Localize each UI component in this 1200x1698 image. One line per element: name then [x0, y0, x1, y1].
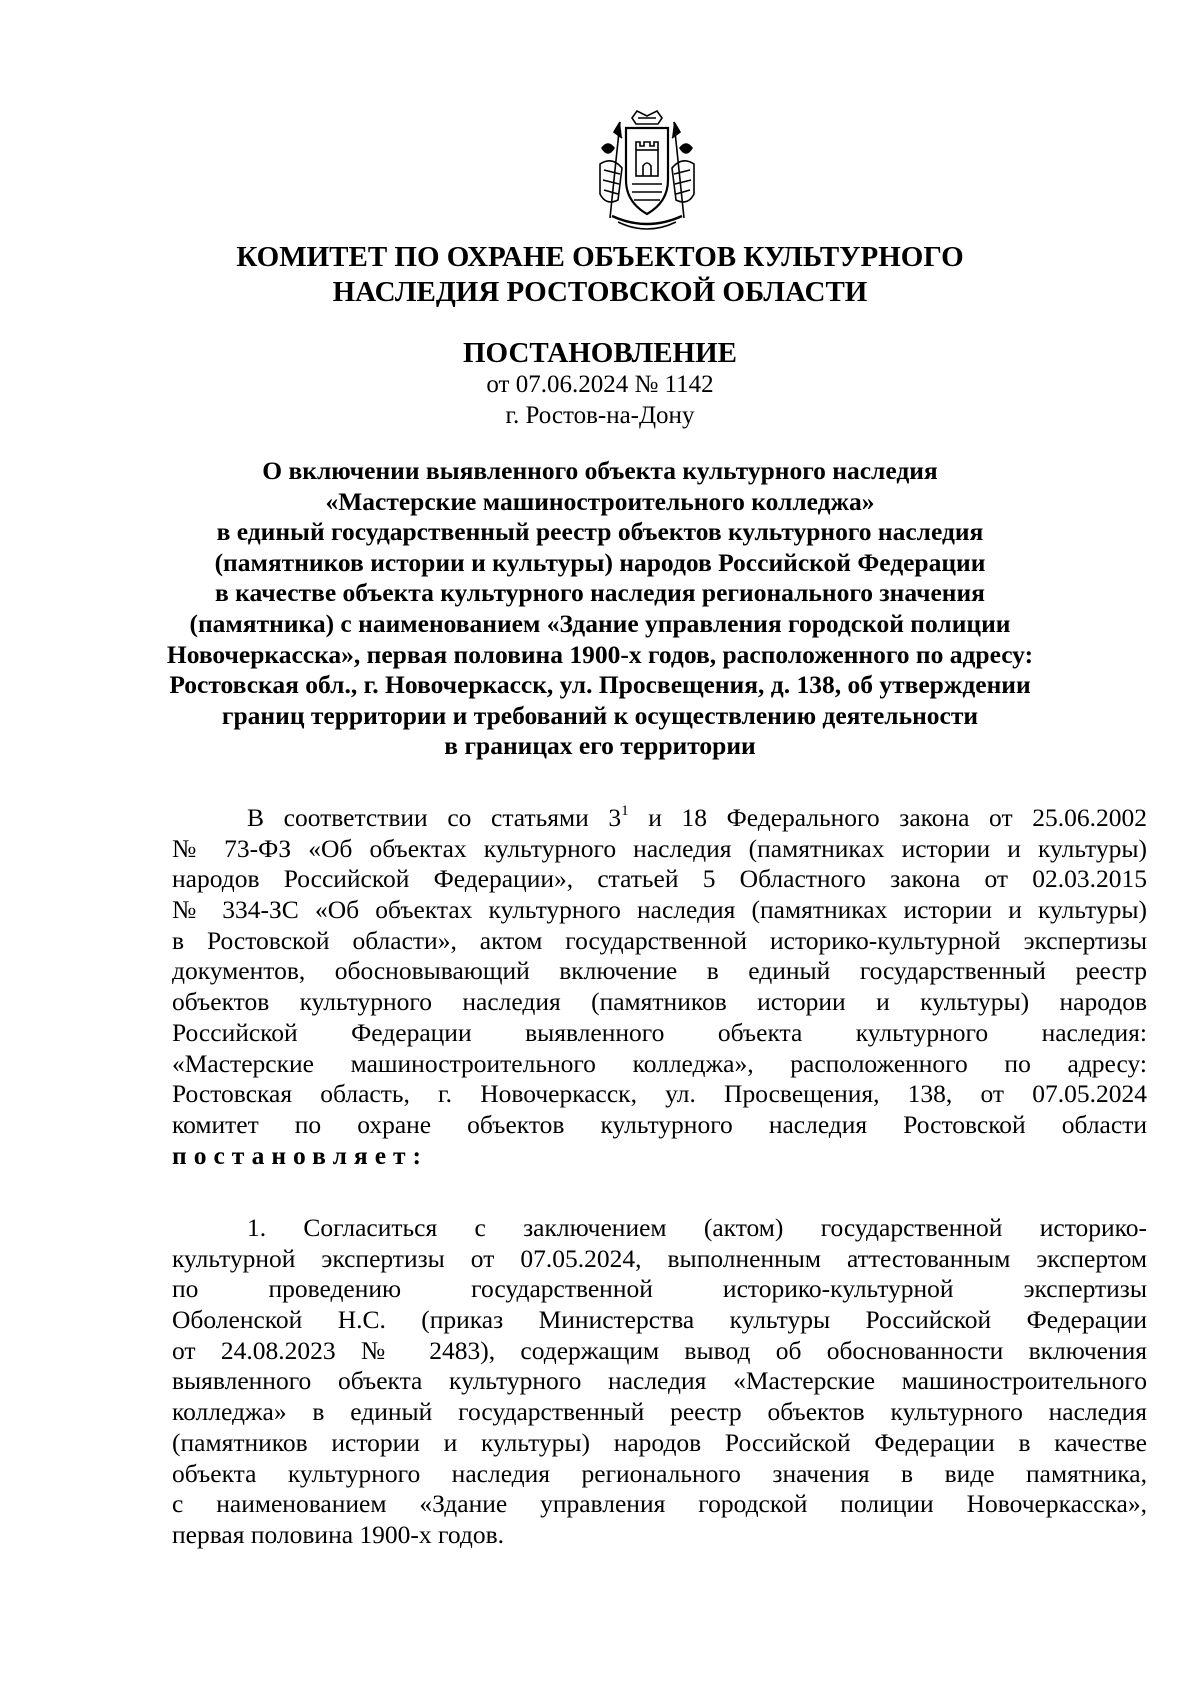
title-line: Новочеркасска», первая половина 1900-х годов, расположенного по адресу:: [166, 639, 1034, 669]
item-1-line: от 24.08.2023 № 2483), содержащим вывод об обоснованности включения: [172, 1335, 1147, 1365]
item-1-line: культурной экспертизы от 07.05.2024, выполненным аттестованным экспертом: [172, 1243, 1147, 1273]
document-type: ПОСТАНОВЛЕНИЕ: [462, 337, 737, 369]
preamble-line-1-end: и 18 Федерального закона от 25.06.2002: [628, 803, 1147, 832]
resolves-word: постановляет:: [172, 1140, 429, 1170]
title-line: в границах его территории: [444, 731, 756, 761]
document-date-number: от 07.06.2024 № 1142: [486, 371, 714, 398]
preamble-line: № 334-ЗС «Об объектах культурного наследия (памятниках истории и культуры): [172, 895, 1147, 925]
preamble-line: Ростовская область, г. Новочеркасск, ул. Просвещения, 138, от 07.05.2024: [172, 1079, 1147, 1109]
preamble-line: комитет по охране объектов культурного наследия Ростовской области: [172, 1109, 1147, 1139]
article-superscript: 1: [621, 803, 629, 819]
item-1-line: объекта культурного наследия регионального значения в виде памятника,: [172, 1458, 1147, 1488]
coat-of-arms-icon: [592, 108, 702, 232]
item-1-line: первая половина 1900-х годов.: [172, 1519, 504, 1549]
title-line: в качестве объекта культурного наследия регионального значения: [215, 578, 985, 608]
preamble-line: Российской Федерации выявленного объекта культурного наследия:: [172, 1017, 1147, 1047]
preamble-line: в Ростовской области», актом государственной историко-культурной экспертизы: [172, 925, 1147, 955]
title-line: О включении выявленного объекта культурного наследия: [262, 456, 938, 485]
title-line: (памятника) с наименованием «Здание управления городской полиции: [189, 608, 1011, 638]
preamble-line-1-start: В соответствии со статьями 3: [247, 803, 622, 832]
document-city: г. Ростов-на-Дону: [505, 402, 695, 429]
item-1-line: по проведению государственной историко-культурной экспертизы: [172, 1274, 1147, 1304]
item-1-line: 1. Согласиться с заключением (актом) государственной историко-: [247, 1213, 1147, 1242]
title-line: границ территории и требований к осуществлению деятельности: [221, 700, 979, 730]
title-line: (памятников истории и культуры) народов Российской Федерации: [214, 547, 986, 577]
preamble-line: документов, обосновывающий включение в единый государственный реестр: [172, 956, 1147, 986]
preamble-paragraph: [172, 803, 1147, 1171]
title-line: «Мастерские машиностроительного колледжа»: [325, 486, 875, 516]
title-line: в единый государственный реестр объектов культурного наследия: [216, 517, 984, 547]
document-meta: [0, 369, 1200, 431]
item-1-line: с наименованием «Здание управления городской полиции Новочеркасска»,: [172, 1489, 1147, 1519]
item-1-line: выявленного объекта культурного наследия «Мастерские машиностроительного: [172, 1366, 1147, 1396]
item-1-line: колледжа» в единый государственный реестр объектов культурного наследия: [172, 1397, 1147, 1427]
title-line: Ростовская обл., г. Новочеркасск, ул. Просвещения, д. 138, об утверждении: [169, 670, 1031, 700]
preamble-line: [172, 803, 1147, 834]
preamble-line: народов Российской Федерации», статьей 5 Областного закона от 02.03.2015: [172, 864, 1147, 894]
issuing-authority-line-1: КОМИТЕТ ПО ОХРАНЕ ОБЪЕКТОВ КУЛЬТУРНОГО: [236, 241, 964, 273]
issuing-authority: [0, 240, 1200, 310]
preamble-line: объектов культурного наследия (памятников истории и культуры) народов: [172, 987, 1147, 1017]
item-1-paragraph: [172, 1213, 1147, 1551]
preamble-line: № 73-ФЗ «Об объектах культурного наследия (памятниках истории и культуры): [172, 833, 1147, 863]
document-title: [0, 456, 1200, 762]
issuing-authority-line-2: НАСЛЕДИЯ РОСТОВСКОЙ ОБЛАСТИ: [332, 276, 868, 308]
item-1-line: Оболенской Н.С. (приказ Министерства культуры Российской Федерации: [172, 1305, 1147, 1335]
preamble-line: «Мастерские машиностроительного колледжа», расположенного по адресу:: [172, 1048, 1147, 1078]
item-1-line: (памятников истории и культуры) народов Российской Федерации в качестве: [172, 1427, 1147, 1457]
